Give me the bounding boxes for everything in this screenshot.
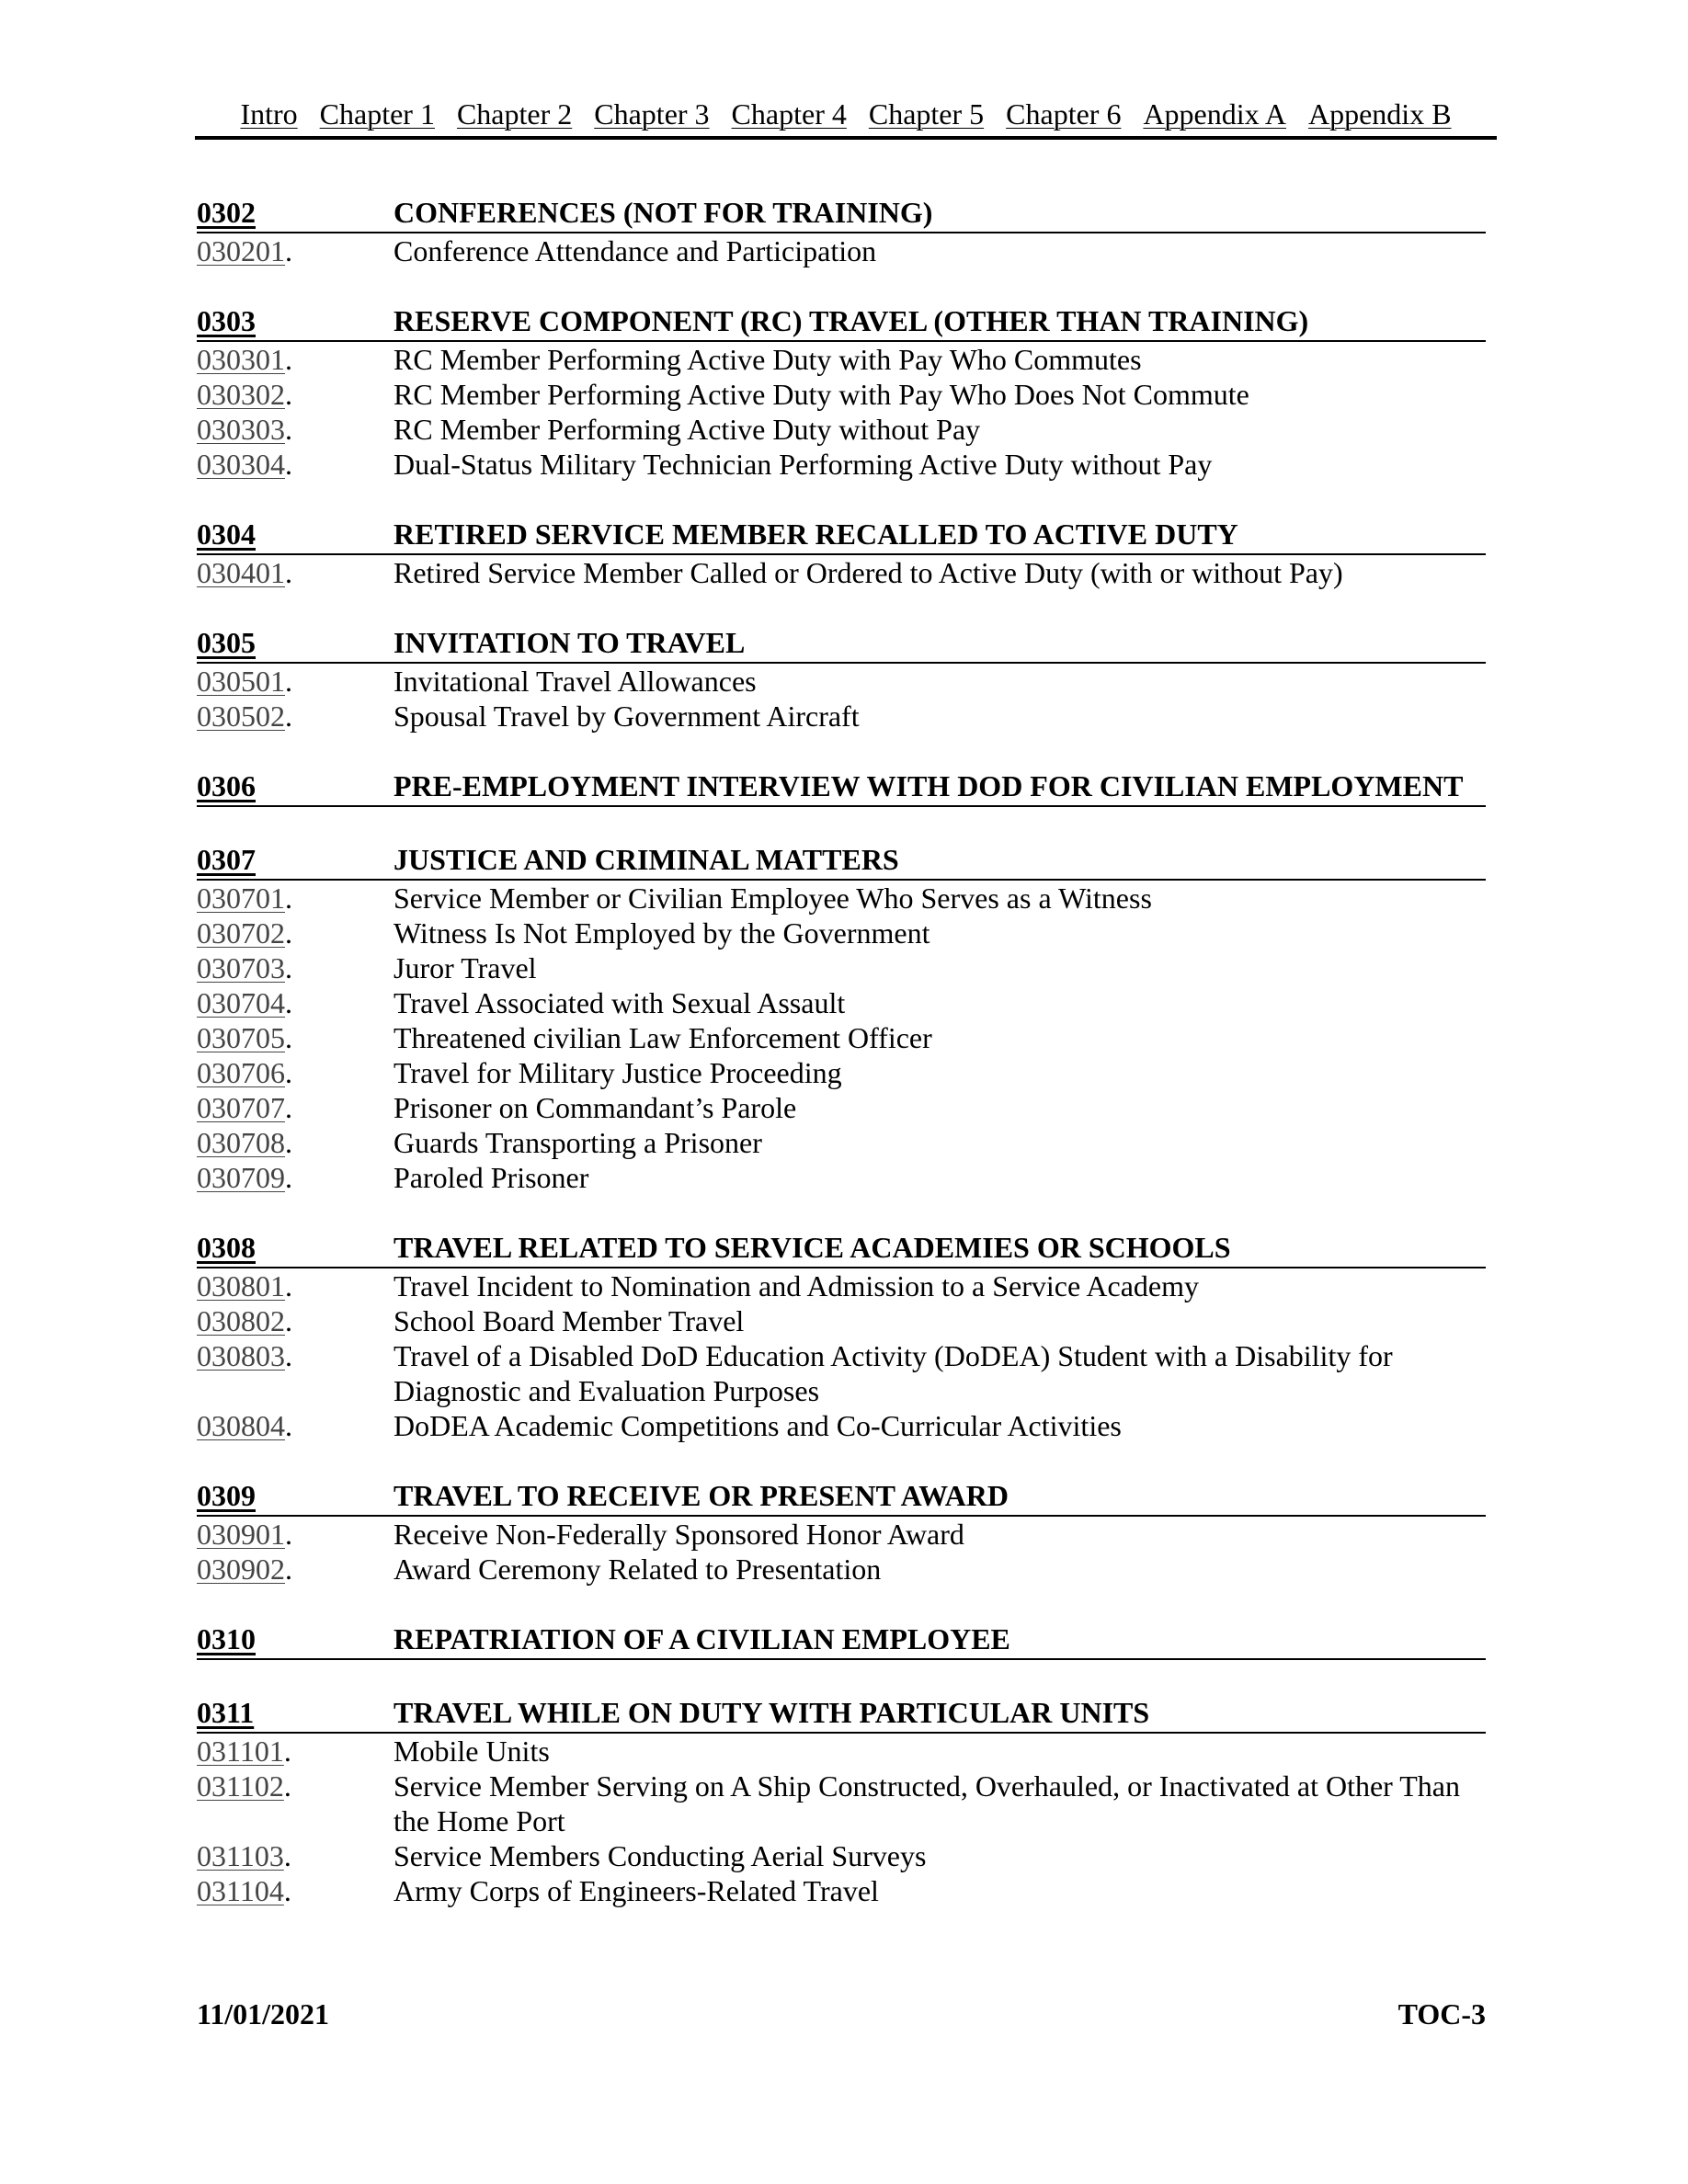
- section-number-cell: [197, 1478, 393, 1513]
- toc-section: [197, 842, 1486, 1195]
- toc-entry: [197, 342, 1486, 377]
- entry-number-link[interactable]: 030301: [197, 343, 285, 376]
- toc-entry: [197, 985, 1486, 1020]
- section-title: JUSTICE AND CRIMINAL MATTERS: [393, 843, 899, 876]
- toc-entry: [197, 1873, 1486, 1908]
- entry-title: Retired Service Member Called or Ordered to Active Duty (with or without Pay): [393, 556, 1343, 589]
- entry-title: Travel Incident to Nomination and Admission to a Service Academy: [393, 1269, 1199, 1302]
- section-number-link[interactable]: 0302: [197, 196, 256, 229]
- section-number-link[interactable]: 0310: [197, 1622, 256, 1655]
- entry-title: Invitational Travel Allowances: [393, 665, 757, 698]
- entry-number-link[interactable]: 030303: [197, 413, 285, 446]
- section-number-cell: [197, 195, 393, 230]
- entry-number-link[interactable]: 030302: [197, 378, 285, 411]
- entry-number-cell: 030703.: [197, 951, 292, 984]
- entry-title: Prisoner on Commandant’s Parole: [393, 1091, 797, 1124]
- section-number-cell: [197, 1695, 393, 1730]
- toc-section: [197, 1230, 1486, 1443]
- entry-title: Army Corps of Engineers-Related Travel: [393, 1874, 879, 1907]
- section-number-cell: [197, 768, 393, 803]
- entry-number-cell: 030802.: [197, 1304, 292, 1337]
- section-number-link[interactable]: 0311: [197, 1696, 255, 1729]
- toc-section: [197, 517, 1486, 590]
- entry-title: Service Member or Civilian Employee Who Serves as a Witness: [393, 882, 1152, 915]
- entry-number-link[interactable]: 030709: [197, 1161, 285, 1194]
- entry-number-cell: 030803.: [197, 1339, 292, 1372]
- entry-number-cell: 030901.: [197, 1518, 292, 1551]
- toc-entry: [197, 377, 1486, 412]
- entry-title: School Board Member Travel: [393, 1304, 745, 1337]
- nav-link-chapter-1[interactable]: Chapter 1: [319, 97, 435, 131]
- entry-title: Service Member Serving on A Ship Constructed, Overhauled, or Inactivated at Other Than the Home Port: [393, 1769, 1460, 1837]
- toc-entry: [197, 233, 1486, 268]
- entry-number-cell: 031102.: [197, 1769, 291, 1803]
- entry-number-link[interactable]: 030801: [197, 1269, 285, 1302]
- entry-number-cell: 030702.: [197, 916, 292, 950]
- entry-number-cell: 030302.: [197, 378, 292, 411]
- section-number-cell: [197, 1621, 393, 1656]
- entry-title: Spousal Travel by Government Aircraft: [393, 700, 860, 733]
- toc-entry: [197, 1734, 1486, 1769]
- entry-title: DoDEA Academic Competitions and Co-Curricular Activities: [393, 1409, 1122, 1442]
- entry-number-link[interactable]: 030702: [197, 916, 285, 950]
- toc-section: [197, 768, 1486, 807]
- toc-entry: [197, 1769, 1486, 1838]
- entry-number-link[interactable]: 030902: [197, 1553, 285, 1586]
- nav-link-chapter-2[interactable]: Chapter 2: [456, 97, 573, 131]
- footer-date: 11/01/2021: [197, 1997, 330, 2030]
- section-title: RETIRED SERVICE MEMBER RECALLED TO ACTIVE DUTY: [393, 518, 1238, 551]
- toc-section: [197, 303, 1486, 482]
- toc-entry: [197, 412, 1486, 447]
- entry-number-cell: 030502.: [197, 700, 292, 733]
- entry-number-link[interactable]: 030304: [197, 448, 285, 481]
- toc-section: [197, 1695, 1486, 1908]
- footer-page-number: TOC-3: [1397, 1997, 1486, 2030]
- toc-entry: [197, 916, 1486, 950]
- entry-number-link[interactable]: 030401: [197, 556, 285, 589]
- section-heading: [197, 768, 1486, 807]
- section-title: TRAVEL WHILE ON DUTY WITH PARTICULAR UNITS: [393, 1696, 1150, 1729]
- entry-number-link[interactable]: 031104: [197, 1874, 284, 1907]
- entry-number-link[interactable]: 030502: [197, 700, 285, 733]
- entry-number-link[interactable]: 031102: [197, 1769, 284, 1803]
- entry-number-cell: 030707.: [197, 1091, 292, 1124]
- toc-entry: [197, 1408, 1486, 1443]
- section-number-cell: [197, 625, 393, 660]
- section-number-link[interactable]: 0308: [197, 1231, 256, 1264]
- entry-number-cell: 030401.: [197, 556, 292, 589]
- nav-link-chapter-4[interactable]: Chapter 4: [731, 97, 847, 131]
- entry-number-link[interactable]: 030803: [197, 1339, 285, 1372]
- section-heading: [197, 303, 1486, 342]
- entry-number-link[interactable]: 030802: [197, 1304, 285, 1337]
- section-title: CONFERENCES (NOT FOR TRAINING): [393, 196, 933, 229]
- entry-number-link[interactable]: 030705: [197, 1021, 285, 1054]
- section-title: TRAVEL TO RECEIVE OR PRESENT AWARD: [393, 1479, 1009, 1512]
- toc-entry: [197, 1268, 1486, 1303]
- nav-link-appendix-b[interactable]: Appendix B: [1307, 97, 1452, 131]
- section-number-cell: [197, 842, 393, 877]
- section-heading: [197, 1478, 1486, 1517]
- section-number-cell: [197, 517, 393, 552]
- entry-number-cell: 030501.: [197, 665, 292, 698]
- entry-number-cell: 030708.: [197, 1126, 292, 1159]
- toc-section: [197, 1621, 1486, 1660]
- toc-entry: [197, 1838, 1486, 1873]
- entry-number-link[interactable]: 030708: [197, 1126, 285, 1159]
- entry-number-cell: 030705.: [197, 1021, 292, 1054]
- entry-number-cell: 030301.: [197, 343, 292, 376]
- section-number-link[interactable]: 0304: [197, 518, 256, 551]
- entry-title: Travel for Military Justice Proceeding: [393, 1056, 842, 1089]
- section-number-link[interactable]: 0303: [197, 304, 256, 337]
- entry-title: Dual-Status Military Technician Performing Active Duty without Pay: [393, 448, 1213, 481]
- entry-number-cell: 030706.: [197, 1056, 292, 1089]
- section-heading: [197, 195, 1486, 233]
- section-title: TRAVEL RELATED TO SERVICE ACADEMIES OR SCHOOLS: [393, 1231, 1231, 1264]
- toc-entry: [197, 1552, 1486, 1587]
- toc-entry: [197, 950, 1486, 985]
- toc-entry: [197, 1517, 1486, 1552]
- nav-link-chapter-6[interactable]: Chapter 6: [1006, 97, 1122, 131]
- entry-title: Guards Transporting a Prisoner: [393, 1126, 762, 1159]
- section-heading: [197, 1695, 1486, 1734]
- toc-entry: [197, 447, 1486, 482]
- entry-number-link[interactable]: 030501: [197, 665, 285, 698]
- entry-title: Juror Travel: [393, 951, 537, 984]
- section-number-cell: [197, 303, 393, 338]
- entry-number-link[interactable]: 030707: [197, 1091, 285, 1124]
- entry-number-cell: 030704.: [197, 986, 292, 1019]
- section-heading: [197, 625, 1486, 664]
- entry-number-cell: 031103.: [197, 1839, 291, 1872]
- toc-section: [197, 625, 1486, 734]
- section-heading: [197, 1230, 1486, 1268]
- section-heading: [197, 517, 1486, 555]
- toc-entry: [197, 664, 1486, 699]
- entry-number-cell: 030304.: [197, 448, 292, 481]
- entry-number-link[interactable]: 030703: [197, 951, 285, 984]
- toc-entry: [197, 555, 1486, 590]
- entry-number-cell: 030902.: [197, 1553, 292, 1586]
- entry-title: RC Member Performing Active Duty with Pay Who Commutes: [393, 343, 1142, 376]
- toc-section: [197, 195, 1486, 268]
- entry-title: Paroled Prisoner: [393, 1161, 589, 1194]
- entry-title: Mobile Units: [393, 1735, 550, 1768]
- entry-number-link[interactable]: 030704: [197, 986, 285, 1019]
- toc-entry: [197, 1055, 1486, 1090]
- entry-number-cell: 031101.: [197, 1735, 291, 1768]
- entry-title: Receive Non-Federally Sponsored Honor Award: [393, 1518, 964, 1551]
- section-number-link[interactable]: 0307: [197, 843, 256, 876]
- entry-number-link[interactable]: 030201: [197, 234, 285, 267]
- entry-title: RC Member Performing Active Duty without Pay: [393, 413, 981, 446]
- entry-number-cell: 031104.: [197, 1874, 291, 1907]
- chapter-navigation: [195, 96, 1497, 140]
- section-heading: [197, 1621, 1486, 1660]
- toc-entry: [197, 699, 1486, 734]
- toc-entry: [197, 1303, 1486, 1338]
- page-footer: [197, 1996, 1486, 2031]
- entry-number-cell: 030201.: [197, 234, 292, 267]
- section-title: REPATRIATION OF A CIVILIAN EMPLOYEE: [393, 1622, 1010, 1655]
- entry-number-cell: 030709.: [197, 1161, 292, 1194]
- toc-entry: [197, 1338, 1486, 1408]
- toc-entry: [197, 881, 1486, 916]
- nav-link-chapter-3[interactable]: Chapter 3: [594, 97, 710, 131]
- section-heading: [197, 842, 1486, 881]
- entry-title: Service Members Conducting Aerial Surveys: [393, 1839, 927, 1872]
- entry-number-cell: 030303.: [197, 413, 292, 446]
- entry-number-link[interactable]: 031101: [197, 1735, 284, 1768]
- section-number-cell: [197, 1230, 393, 1265]
- entry-title: RC Member Performing Active Duty with Pay Who Does Not Commute: [393, 378, 1249, 411]
- entry-number-cell: 030804.: [197, 1409, 292, 1442]
- nav-link-intro[interactable]: Intro: [240, 97, 298, 131]
- nav-link-chapter-5[interactable]: Chapter 5: [868, 97, 985, 131]
- table-of-contents: [197, 195, 1486, 1943]
- entry-number-link[interactable]: 030901: [197, 1518, 285, 1551]
- entry-title: Conference Attendance and Participation: [393, 234, 877, 267]
- toc-entry: [197, 1020, 1486, 1055]
- entry-title: Travel Associated with Sexual Assault: [393, 986, 846, 1019]
- entry-number-link[interactable]: 030706: [197, 1056, 285, 1089]
- section-title: RESERVE COMPONENT (RC) TRAVEL (OTHER THAN TRAINING): [393, 304, 1309, 337]
- entry-number-link[interactable]: 031103: [197, 1839, 284, 1872]
- toc-entry: [197, 1090, 1486, 1125]
- toc-entry: [197, 1125, 1486, 1160]
- entry-title: Witness Is Not Employed by the Government: [393, 916, 930, 950]
- section-number-link[interactable]: 0309: [197, 1479, 256, 1512]
- entry-title: Award Ceremony Related to Presentation: [393, 1553, 882, 1586]
- section-title: INVITATION TO TRAVEL: [393, 626, 746, 659]
- section-number-link[interactable]: 0305: [197, 626, 256, 659]
- section-number-link[interactable]: 0306: [197, 769, 256, 802]
- entry-title: Travel of a Disabled DoD Education Activity (DoDEA) Student with a Disability for Diagnostic and Evaluation Purposes: [393, 1339, 1393, 1407]
- toc-section: [197, 1478, 1486, 1587]
- section-title: PRE-EMPLOYMENT INTERVIEW WITH DOD FOR CIVILIAN EMPLOYMENT: [393, 769, 1464, 802]
- entry-number-cell: 030801.: [197, 1269, 292, 1302]
- entry-number-cell: 030701.: [197, 882, 292, 915]
- nav-link-appendix-a[interactable]: Appendix A: [1143, 97, 1286, 131]
- entry-title: Threatened civilian Law Enforcement Officer: [393, 1021, 932, 1054]
- toc-entry: [197, 1160, 1486, 1195]
- entry-number-link[interactable]: 030804: [197, 1409, 285, 1442]
- entry-number-link[interactable]: 030701: [197, 882, 285, 915]
